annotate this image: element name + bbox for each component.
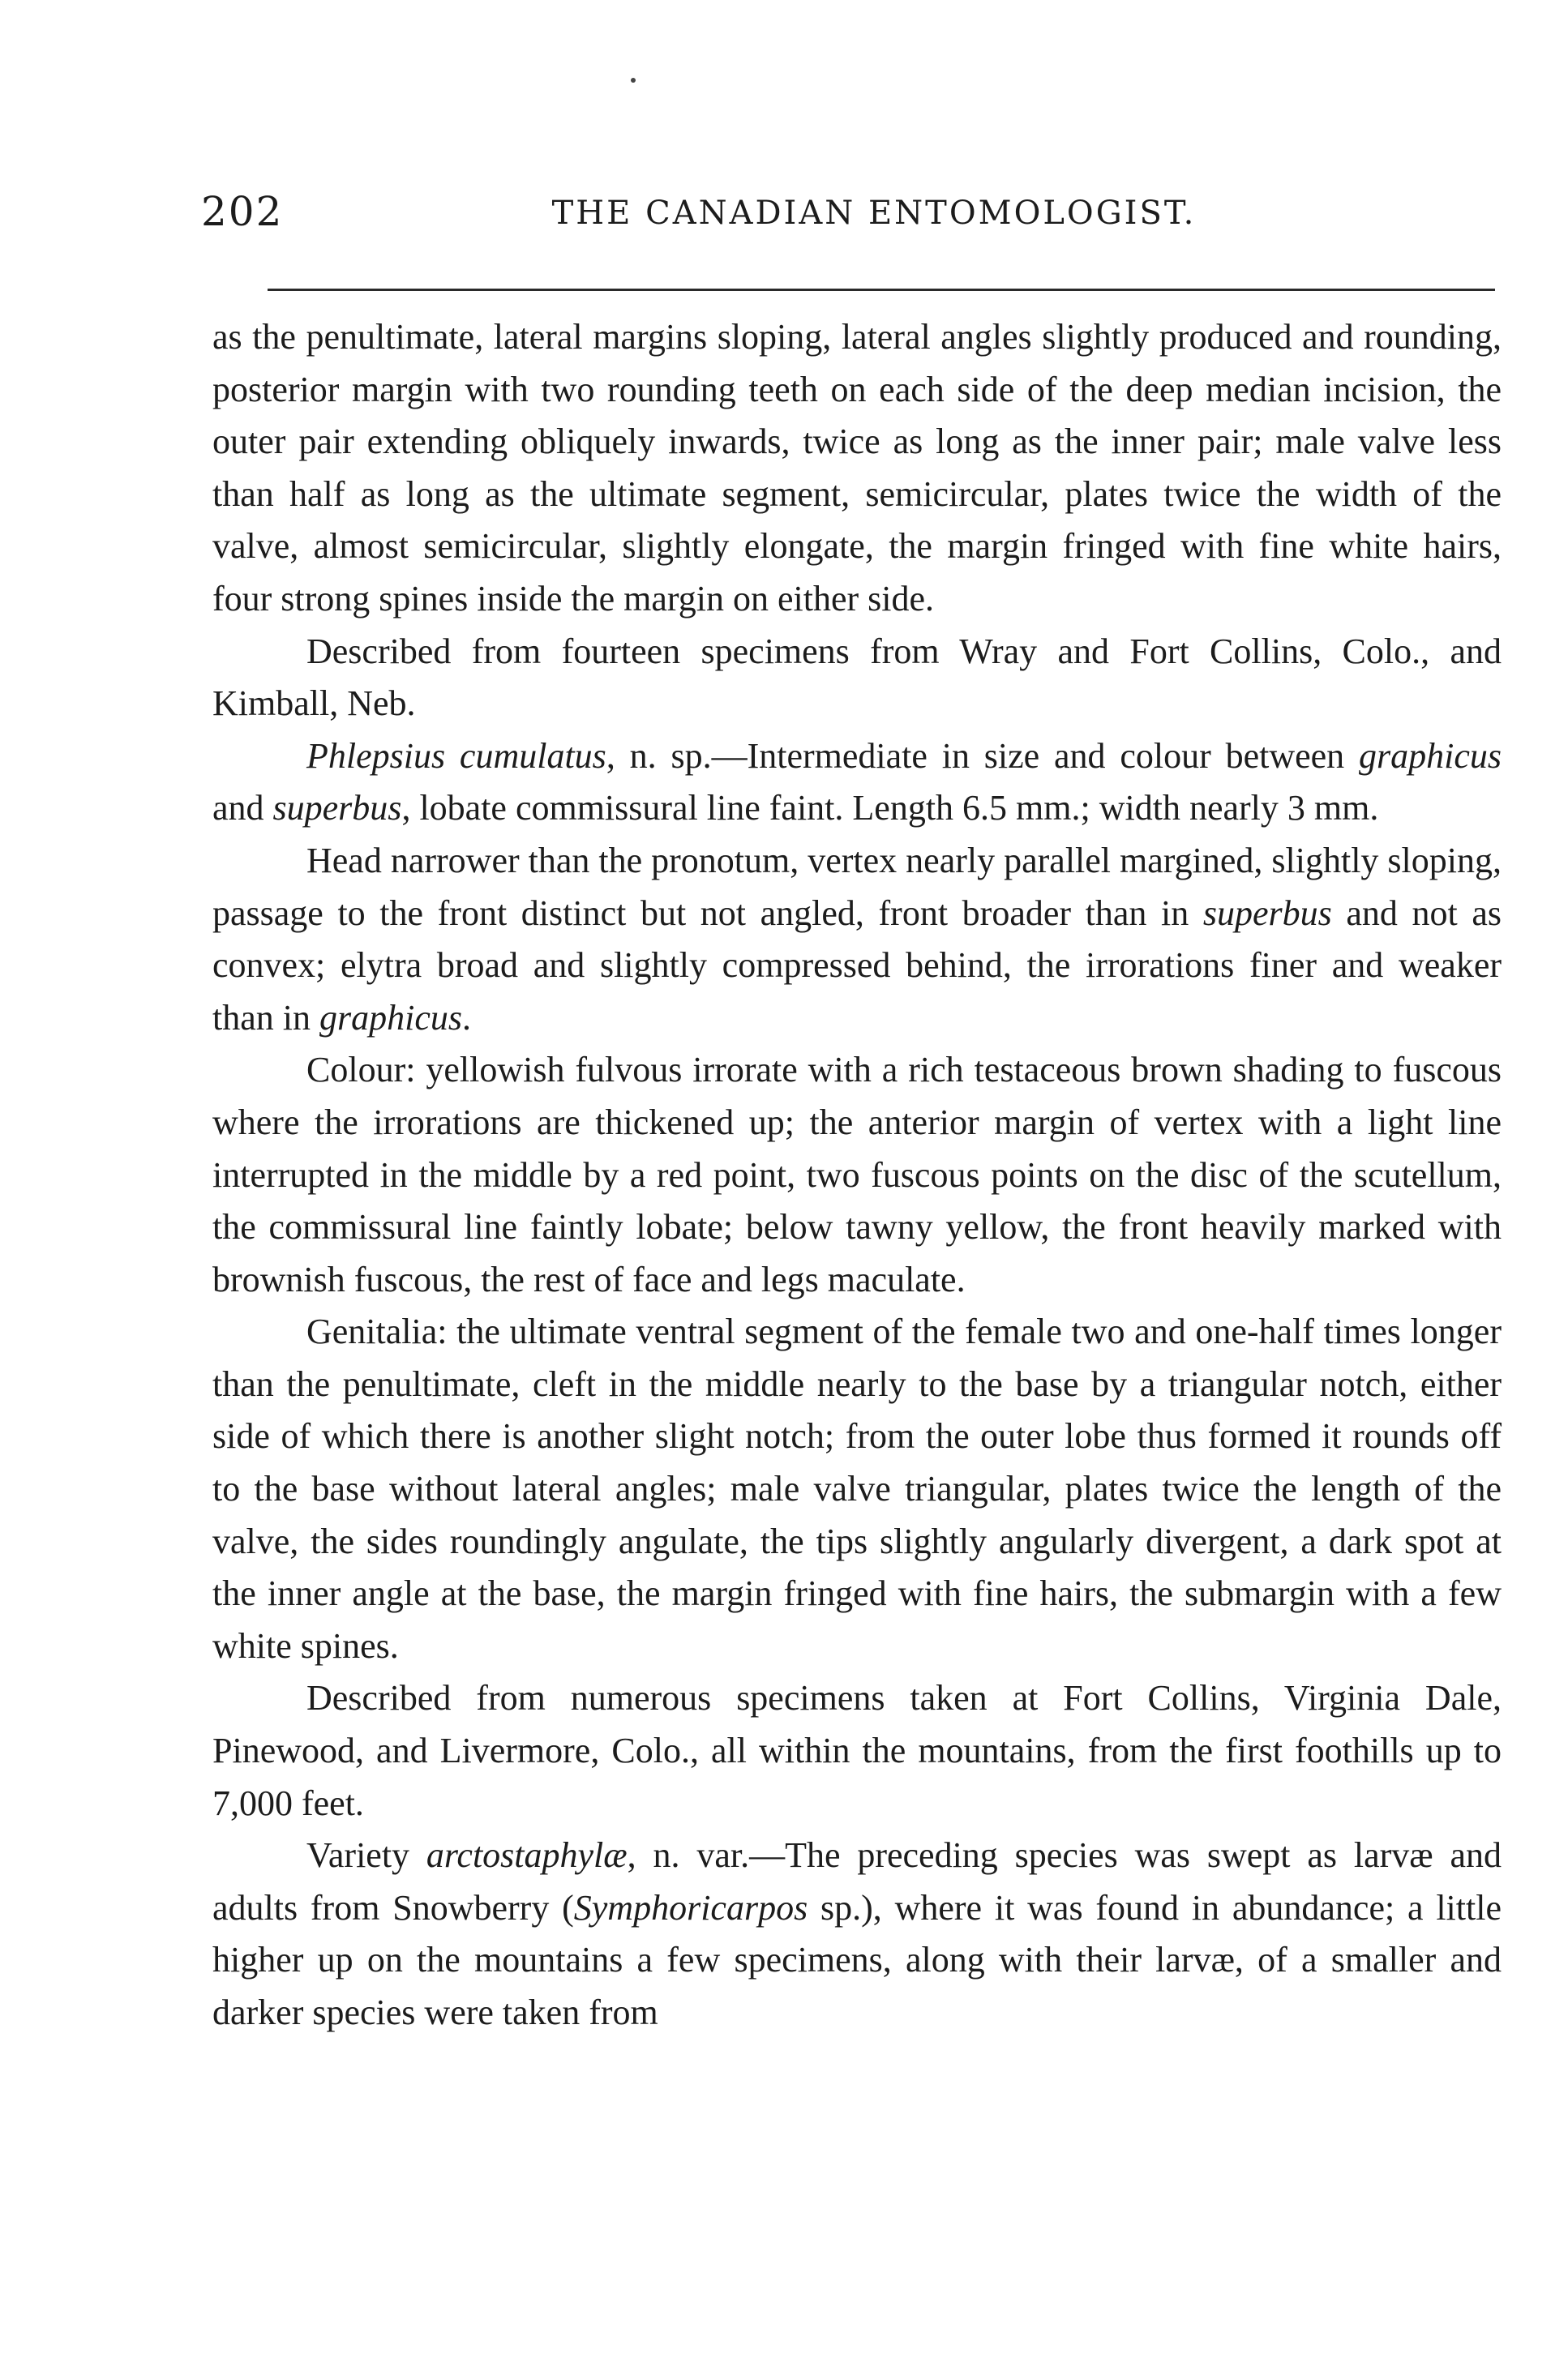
- italic-run: arctostaphylæ: [426, 1835, 628, 1876]
- paragraph: [212, 835, 1502, 1044]
- italic-run: superbus: [1202, 892, 1332, 933]
- body-text: [212, 311, 1502, 2040]
- text-run: sp.), where it was found in abundance; a little higher up on the mountains a few specimens, along with their larvæ, of a smaller and darker species were taken from: [212, 1887, 1502, 2032]
- text-run: and not as convex; elytra broad and slightly compressed behind, the irrorations finer and weaker than in: [212, 892, 1502, 1038]
- paragraph: [212, 1044, 1502, 1306]
- italic-run: Phlepsius cumulatus: [306, 735, 606, 776]
- text-run: Head narrower than the pronotum, vertex nearly parallel margined, slightly sloping, passage to the front distinct but not angled, front broader than in: [212, 840, 1502, 933]
- page-number: 202: [201, 188, 284, 235]
- text-run: , n. sp.—Intermediate in size and colour between: [606, 735, 1359, 776]
- text-run: and: [212, 788, 273, 828]
- page-header: [201, 188, 1498, 245]
- stray-ink-mark: [631, 78, 636, 83]
- text-run: as the penultimate, lateral margins sloping, lateral angles slightly produced and rounding, posterior margin with two rounding teeth on each side of the deep median incision, the outer pair extending obliquely inwards, twice as long as the inner pair; male valve less than half as long as the ultimate segment, semicircular, plates twice the width of the valve, almost semicircular, slightly elongate, the margin fringed with fine white hairs, four strong spines inside the margin on either side.: [212, 317, 1502, 619]
- paragraph: [212, 626, 1502, 730]
- text-run: , n. var.—The preceding species was swept as larvæ and adults from Snowberry (: [212, 1835, 1502, 1928]
- paragraph: [212, 311, 1502, 626]
- text-run: Variety: [306, 1835, 426, 1876]
- paragraph: [212, 1306, 1502, 1672]
- text-run: Described from fourteen specimens from Wray and Fort Collins, Colo., and Kimball, Neb.: [212, 631, 1502, 724]
- paragraph: [212, 730, 1502, 835]
- italic-run: Symphoricarpos: [573, 1887, 808, 1928]
- text-run: Described from numerous specimens taken at Fort Collins, Virginia Dale, Pinewood, and Livermore, Colo., all within the mountains, from the first foothills up to 7,000 feet.: [212, 1678, 1502, 1823]
- running-head: THE CANADIAN ENTOMOLOGIST.: [551, 195, 1197, 232]
- text-run: , lobate commissural line faint. Length 6.5 mm.; width nearly 3 mm.: [401, 788, 1379, 828]
- text-run: Colour: yellowish fulvous irrorate with a rich testaceous brown shading to fuscous where the irrorations are thickened up; the anterior margin of vertex with a light line interrupted in the middle by a red point, two fuscous points on the disc of the scutellum, the commissural line faintly lobate; below tawny yellow, the front heavily marked with brownish fuscous, the rest of face and legs maculate.: [212, 1050, 1502, 1299]
- paragraph: [212, 1830, 1502, 2039]
- text-run: Genitalia: the ultimate ventral segment of the female two and one-half times longer than the penultimate, cleft in the middle nearly to the base by a triangular notch, either side of which there is another slight notch; from the outer lobe thus formed it rounds off to the base without lateral angles; male valve triangular, plates twice the length of the valve, the sides roundingly angulate, the tips slightly angularly divergent, a dark spot at the inner angle at the base, the margin fringed with fine hairs, the submargin with a few white spines.: [212, 1312, 1502, 1666]
- italic-run: superbus: [272, 788, 402, 828]
- text-run: .: [461, 997, 471, 1038]
- paragraph: [212, 1672, 1502, 1830]
- italic-run: graphicus: [1359, 735, 1502, 776]
- header-rule: [268, 289, 1495, 291]
- italic-run: graphicus: [319, 997, 462, 1038]
